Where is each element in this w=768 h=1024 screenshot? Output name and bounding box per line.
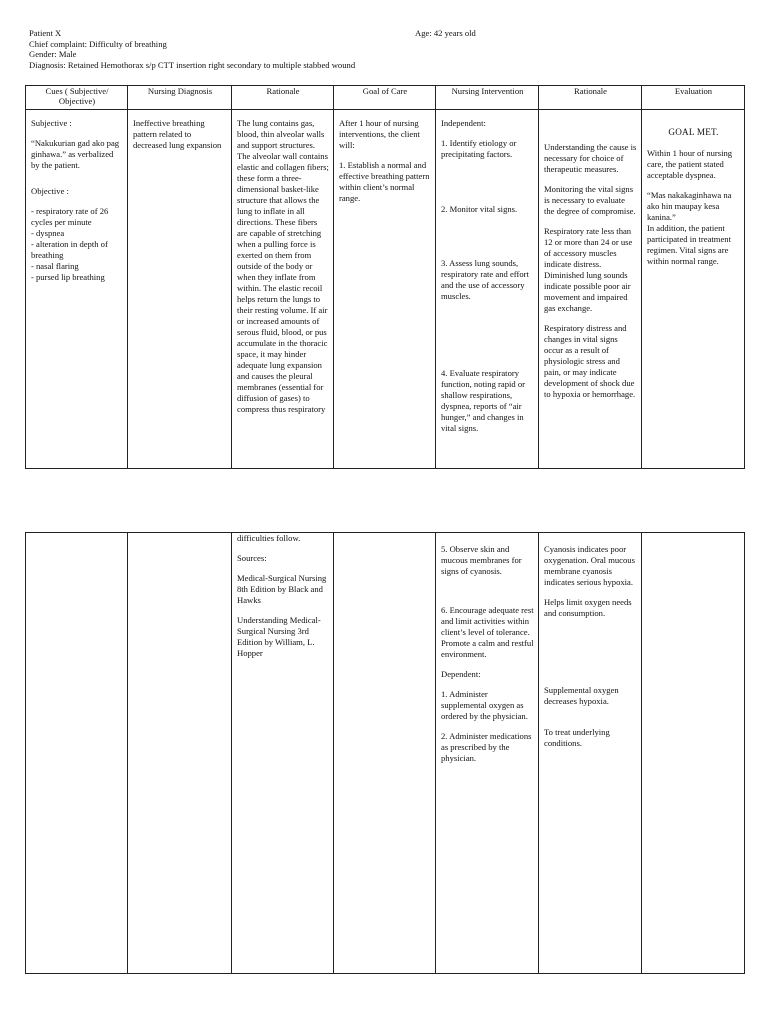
evaluation-cell [642,109,745,468]
nursing-intervention-cell [436,109,539,468]
column-header-cues: Cues ( Subjective/ Objective) [26,86,128,110]
column-header-rationale: Rationale [232,86,334,110]
dependent-heading: Dependent: [441,669,481,679]
care-plan-table-page2 [25,532,745,974]
intervention-3: 3. Assess lung sounds, respiratory rate and effort and the use of accessory muscles. [441,257,529,301]
column-header-evaluation: Evaluation [642,86,745,110]
nursing-intervention-cell-continued [436,533,539,974]
patient-name: Patient X [29,28,62,38]
evaluation-cell-continued [642,533,745,974]
dependent-rationale-1: Supplemental oxygen decreases hypoxia. [544,685,619,706]
rationale-6: Helps limit oxygen needs and consumption. [544,597,632,618]
intervention-5: 5. Observe skin and mucous membranes for signs of cyanosis. [441,544,522,576]
patient-age: Age: 42 years old [415,28,476,38]
list-item: - respiratory rate of 26 cycles per minute [31,205,109,227]
table-row [26,533,745,974]
goal-of-care-cell [334,109,436,468]
goal-met-label: GOAL MET. [668,126,719,137]
rationale-continued-text: difficulties follow. [237,533,301,543]
column-header-goal-of-care: Goal of Care [334,86,436,110]
diagnosis: Diagnosis: Retained Hemothorax s/p CTT insertion right secondary to multiple stabbed wound [29,59,356,70]
sources-heading: Sources: [237,553,267,563]
independent-heading: Independent: [441,117,486,128]
goal-intro: After 1 hour of nursing interventions, the client will: [339,117,420,150]
chief-complaint: Chief complaint: Difficulty of breathing [29,38,167,49]
intervention-2: 2. Monitor vital signs. [441,203,518,214]
rationale-4: Respiratory distress and changes in vital signs occur as a result of physiologic stress and pain, or may indicate development of shock due to hypoxia or hemorrhage. [544,322,636,399]
dependent-intervention-1: 1. Administer supplemental oxygen as ordered by the physician. [441,689,528,721]
intervention-6: 6. Encourage adequate rest and limit activities within client’s level of tolerance. Promote a calm and restful environment. [441,605,534,659]
goal-of-care-cell-continued [334,533,436,974]
dependent-intervention-2: 2. Administer medications as prescribed by the physician. [441,731,532,763]
table-row [26,109,745,468]
list-item: - nasal flaring [31,260,79,271]
list-item: - alteration in depth of breathing [31,238,108,260]
intervention-4: 4. Evaluate respiratory function, noting rapid or shallow respirations, dyspnea, reports of “air hunger,” and changes in vital signs. [441,367,526,433]
subjective-heading: Subjective : [31,117,72,128]
gender: Gender: Male [29,49,77,59]
rationale-cell [232,109,334,468]
subjective-text: “Nakukurian gad ako pag ginhawa.” as verbalized by the patient. [31,137,120,170]
list-item: - dyspnea [31,227,65,238]
source-2: Understanding Medical-Surgical Nursing 3rd Edition by William, L. Hopper [237,615,321,658]
rationale-5: Cyanosis indicates poor oxygenation. Oral mucous membrane cyanosis indicates serious hypoxia. [544,544,635,587]
cues-cell-continued [26,533,128,974]
intervention-1: 1. Identify etiology or precipitating factors. [441,137,517,159]
source-1: Medical-Surgical Nursing 8th Edition by Black and Hawks [237,573,327,605]
evaluation-text-1: Within 1 hour of nursing care, the patient stated acceptable dyspnea. [647,147,733,180]
dependent-rationale-2: To treat underlying conditions. [544,727,610,748]
evaluation-text-2: In addition, the patient participated in treatment regimen. Vital signs are within normal range. [647,222,731,266]
rationale-2: Monitoring the vital signs is necessary to evaluate the degree of compromise. [544,183,636,216]
column-header-nursing-diagnosis: Nursing Diagnosis [128,86,232,110]
rationale-3: Respiratory rate less than 12 or more than 24 or use of accessory muscles indicate distress. Diminished lung sounds indicate possible poor air movement and impaired gas exchange. [544,225,633,313]
rationale-2-cell-continued [539,533,642,974]
goal-item: 1. Establish a normal and effective breathing pattern within client’s normal range. [339,159,430,203]
column-header-nursing-intervention: Nursing Intervention [436,86,539,110]
rationale-2-cell [539,109,642,468]
nursing-diagnosis-cell-continued [128,533,232,974]
nursing-diagnosis-cell [128,109,232,468]
cues-cell [26,109,128,468]
patient-header [29,28,749,70]
table-header-row [26,86,745,110]
care-plan-table-page1 [25,85,745,469]
column-header-rationale-2: Rationale [539,86,642,110]
evaluation-quote: “Mas nakakaginhawa na ako hin maupay kesa kanina.” [647,189,732,222]
rationale-cell-continued [232,533,334,974]
objective-heading: Objective : [31,185,69,196]
nursing-diagnosis-text: Ineffective breathing pattern related to decreased lung expansion [133,117,222,150]
rationale-text: The lung contains gas, blood, thin alveolar walls and support structures. The alveolar wall contains elastic and collagen fibers; these form a three-dimensional basket-like structure that allows the lung to inflate in all directions. These fibers are capable of stretching when a pulling force is exerted on them from outside of the body or when they inflate from within. The elastic recoil helps return the lungs to their resting volume. If air or increased amounts of serous fluid, blood, or pus accumulate in the thoracic space, it may hinder adequate lung expansion and causes the pleural membranes (essential for diffusion of gases) to compress thus respiratory [237,117,329,414]
rationale-1: Understanding the cause is necessary for choice of therapeutic measures. [544,141,637,174]
list-item: - pursed lip breathing [31,271,105,282]
